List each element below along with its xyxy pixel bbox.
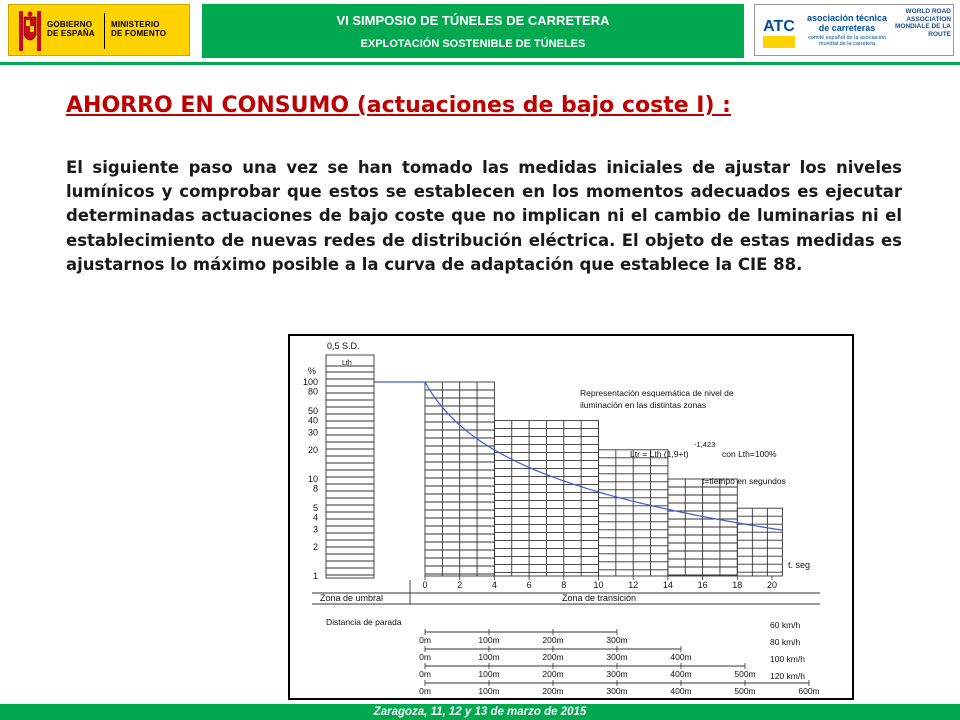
spain-coat-of-arms-icon xyxy=(19,11,41,51)
event-subtitle: EXPLOTACIÓN SOSTENIBLE DE TÚNELES xyxy=(360,38,586,50)
distance-label: 0m xyxy=(419,686,431,696)
half-sd-label: 0,5 S.D. xyxy=(327,341,360,351)
formula-text: Ltr = Lth (1,9+t) xyxy=(630,449,689,459)
event-title: VI SIMPOSIO DE TÚNELES DE CARRETERA xyxy=(336,13,610,28)
distance-label: 0m xyxy=(419,635,431,645)
wra-name: WORLD ROAD ASSOCIATION MONDIALE DE LA ROUTE xyxy=(895,8,951,38)
footer-text: Zaragoza, 11, 12 y 13 de marzo de 2015 xyxy=(373,706,587,718)
distance-label: 0m xyxy=(419,652,431,662)
slide-header xyxy=(0,0,960,64)
distance-label: 100m xyxy=(478,635,500,645)
y-tick-label: 20 xyxy=(307,444,318,455)
x-tick-label: 16 xyxy=(697,580,708,590)
distance-label: 400m xyxy=(670,652,692,662)
y-tick-label: 8 xyxy=(312,483,318,494)
ministerio-text: MINISTERIO DE FOMENTO xyxy=(111,20,167,38)
zone-transition-label: Zona de transición xyxy=(562,593,637,603)
y-tick-label: 10 xyxy=(307,474,318,484)
stopping-distance-label: Distancia de parada xyxy=(326,617,402,627)
slide-paragraph: El siguiente paso una vez se han tomado las medidas iniciales de ajustar los niveles lumínicos y comprobar que estos se establecen en los momentos adecuados es ejecutar determinadas actuaciones de bajo coste que no implican ni el cambio de luminarias ni el establecimiento de nuevas redes de distribución eléctrica. El objeto de estas medidas es ajustarnos lo máximo posible a la curva de adaptación que establece la CIE 88. xyxy=(66,158,902,274)
slide-footer xyxy=(0,704,960,720)
header-rule xyxy=(0,62,960,65)
x-tick-label: 18 xyxy=(732,580,743,590)
lth-label: Lth xyxy=(342,360,352,367)
y-tick-label: 80 xyxy=(307,386,318,397)
slide-title: AHORRO EN CONSUMO (actuaciones de bajo coste I) : xyxy=(66,93,731,118)
distance-label: 500m xyxy=(734,686,756,696)
atc-subtitle: comité español de la asociación mundial de la carretera xyxy=(808,35,886,47)
y-tick-label: 2 xyxy=(312,541,318,552)
distance-label: 0m xyxy=(419,669,431,679)
distance-label: 200m xyxy=(542,669,564,679)
x-tick-label: 20 xyxy=(766,580,778,590)
distance-label: 200m xyxy=(542,686,564,696)
y-tick-label: 40 xyxy=(307,415,318,426)
distance-label: 400m xyxy=(670,669,692,679)
zone-threshold-label: Zona de umbral xyxy=(320,593,384,603)
x-tick-label: 10 xyxy=(593,580,604,590)
step-box xyxy=(737,508,782,576)
atc-name: asociación técnica de carreteras xyxy=(806,13,888,33)
y-tick-label: 100 xyxy=(302,377,318,387)
distance-label: 200m xyxy=(542,652,564,662)
cie88-adaptation-figure xyxy=(288,334,854,700)
distance-label: 600m xyxy=(798,686,820,696)
distance-label: 300m xyxy=(606,635,628,645)
gobierno-text: GOBIERNO DE ESPAÑA xyxy=(47,20,95,38)
logo-divider xyxy=(104,13,105,49)
atc-logo-icon xyxy=(761,9,797,51)
note-line-2: iluminación en las distintas zonas xyxy=(580,400,707,410)
x-tick-label: 14 xyxy=(662,580,673,590)
speed-label: 80 km/h xyxy=(770,637,801,647)
adaptation-curve-diagram xyxy=(290,336,852,698)
distance-label: 400m xyxy=(670,686,692,696)
formula-exponent: -1,423 xyxy=(694,440,716,449)
distance-label: 300m xyxy=(606,669,628,679)
distance-label: 300m xyxy=(606,686,628,696)
svg-text:ATC: ATC xyxy=(763,18,795,35)
y-tick-label: 30 xyxy=(307,427,318,438)
time-note: t=tiempo en segundos xyxy=(702,476,786,486)
y-tick-label: 3 xyxy=(312,524,318,535)
gobierno-espana-logo xyxy=(8,4,190,56)
x-tick-label: 4 xyxy=(491,580,497,590)
formula-tail: con Lth=100% xyxy=(722,449,777,459)
distance-label: 100m xyxy=(478,652,500,662)
distance-label: 100m xyxy=(478,686,500,696)
x-tick-label: 0 xyxy=(422,580,428,590)
note-line-1: Representación esquemática de nivel de xyxy=(580,388,734,398)
speed-label: 120 km/h xyxy=(770,671,805,681)
y-tick-label: 50 xyxy=(307,406,318,417)
y-tick-label: 1 xyxy=(312,571,318,581)
y-unit-label: % xyxy=(308,366,317,376)
speed-label: 60 km/h xyxy=(770,620,801,630)
y-tick-label: 4 xyxy=(312,512,318,523)
distance-label: 500m xyxy=(734,669,756,679)
distance-label: 300m xyxy=(606,652,628,662)
y-tick-label: 5 xyxy=(312,503,318,514)
x-tick-label: 2 xyxy=(457,580,463,590)
speed-label: 100 km/h xyxy=(770,654,805,664)
event-banner xyxy=(202,4,744,58)
atc-piarc-logo xyxy=(754,4,954,56)
distance-label: 100m xyxy=(478,669,500,679)
x-tick-label: 12 xyxy=(628,580,639,590)
distance-label: 200m xyxy=(542,635,564,645)
x-unit-label: t. seg xyxy=(788,560,811,570)
x-tick-label: 6 xyxy=(526,580,532,590)
x-tick-label: 8 xyxy=(561,580,567,590)
